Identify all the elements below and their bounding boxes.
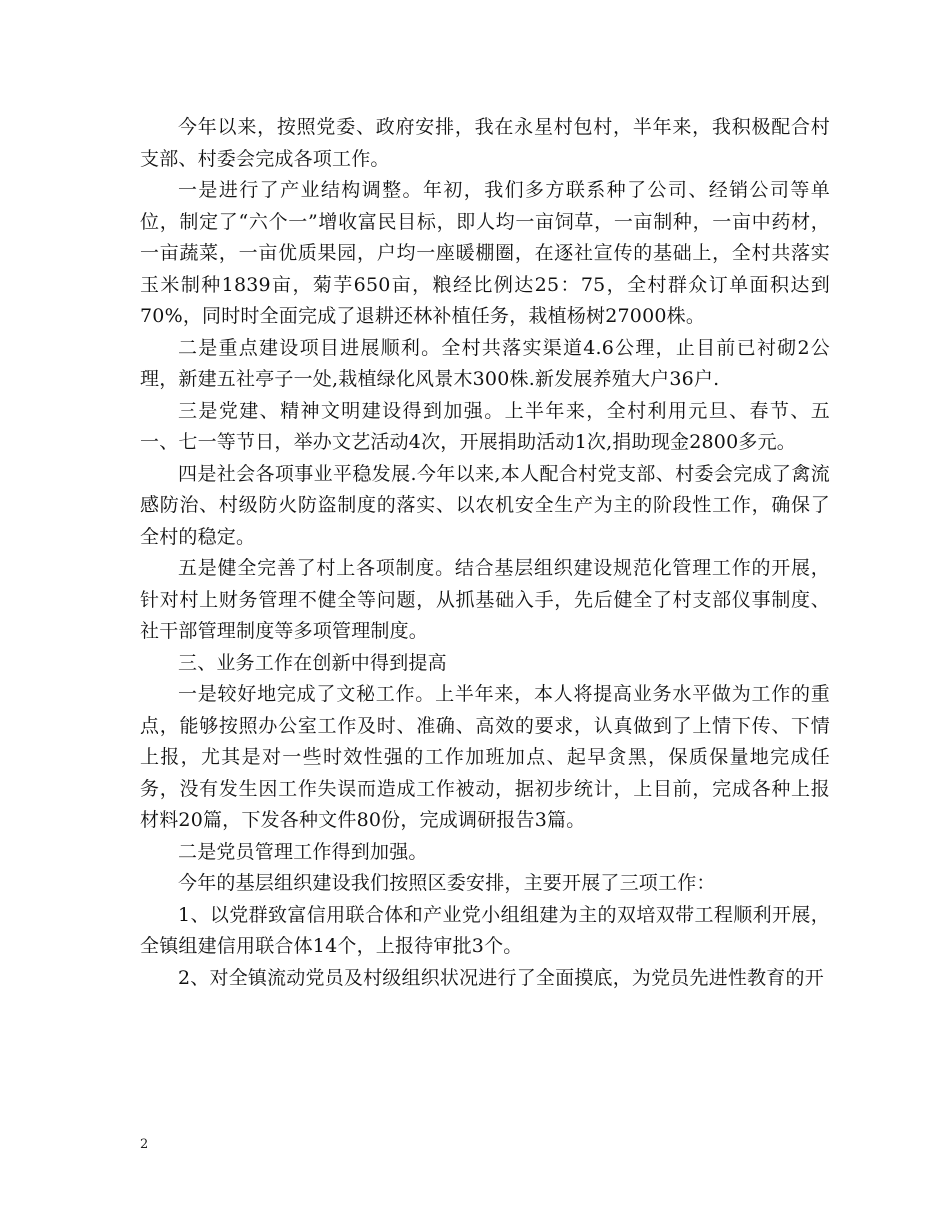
paragraph: 一是较好地完成了文秘工作。上半年来，本人将提高业务水平做为工作的重点，能够按照办公室工作及时、准确、高效的要求，认真做到了上情下传、下情上报，尤其是对一些时效性强的工作加班加点、起早贪黑，保质保量地完成任务，没有发生因工作失误而造成工作被动，据初步统计，上目前，完成各种上报材料20篇，下发各种文件80份，完成调研报告3篇。 (140, 683, 830, 831)
paragraph: 五是健全完善了村上各项制度。结合基层组织建设规范化管理工作的开展，针对村上财务管理不健全等问题，从抓基础入手，先后健全了村支部仪事制度、社干部管理制度等多项管理制度。 (140, 557, 830, 642)
paragraph: 二是重点建设项目进展顺利。全村共落实渠道4.6公理，止目前已衬砌2公理，新建五社亭子一处,栽植绿化风景木300株.新发展养殖大户36户. (140, 336, 830, 390)
paragraph: 一是进行了产业结构调整。年初，我们多方联系种了公司、经销公司等单位，制定了“六个一”增收富民目标，即人均一亩饲草，一亩制种，一亩中药材，一亩蔬菜，一亩优质果园，户均一座暖棚圈，在逐社宣传的基础上，全村共落实玉米制种1839亩，菊芋650亩，粮经比例达25：75，全村群众订单面积达到70%，同时时全面完成了退耕还林补植任务，栽植杨树27000株。 (140, 179, 830, 327)
document-body (140, 112, 830, 994)
paragraph: 今年的基层组织建设我们按照区委安排，主要开展了三项工作： (178, 872, 716, 894)
paragraph: 三是党建、精神文明建设得到加强。上半年来，全村利用元旦、春节、五一、七一等节日，举办文艺活动4次，开展捐助活动1次,捐助现金2800多元。 (140, 399, 830, 453)
paragraph: 四是社会各项事业平稳发展.今年以来,本人配合村党支部、村委会完成了禽流感防治、村级防火防盗制度的落实、以农机安全生产为主的阶段性工作，确保了全村的稳定。 (140, 462, 830, 548)
list-item: 2、对全镇流动党员及村级组织状况进行了全面摸底，为党员先进性教育的开 (178, 966, 824, 989)
page-number: 2 (140, 1137, 149, 1152)
paragraph: 二是党员管理工作得到加强。 (178, 840, 428, 863)
paragraph: 今年以来，按照党委、政府安排，我在永星村包村，半年来，我积极配合村支部、村委会完成各项工作。 (140, 116, 830, 170)
section-heading: 三、业务工作在创新中得到提高 (178, 651, 447, 674)
list-item: 1、以党群致富信用联合体和产业党小组组建为主的双培双带工程顺利开展，全镇组建信用联合体14个，上报待审批3个。 (140, 903, 830, 957)
